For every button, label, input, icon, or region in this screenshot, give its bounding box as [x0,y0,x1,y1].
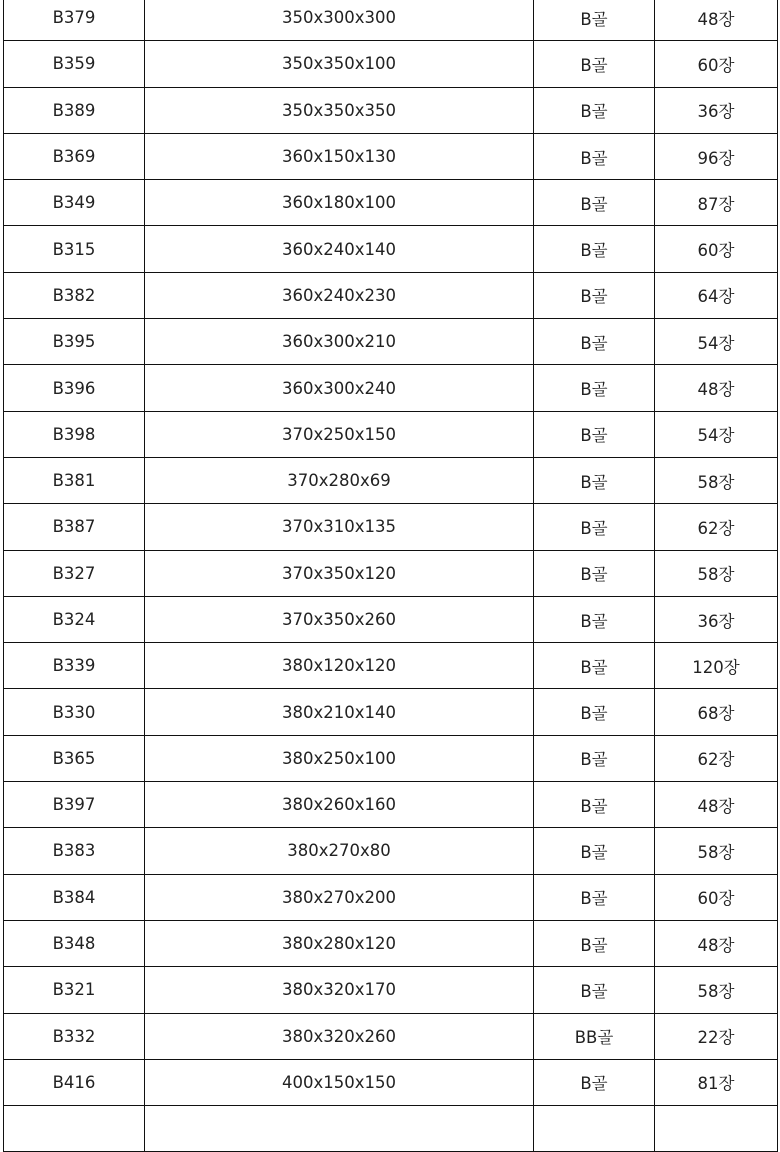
box-dimensions-cell: 380x320x260 [145,1013,534,1059]
box-dimensions-cell: 360x240x140 [145,226,534,272]
flute-type-cell: B골 [534,411,655,457]
product-code-cell: B396 [4,365,145,411]
table-row [4,504,778,550]
product-code-cell: B321 [4,967,145,1013]
product-code-cell: B382 [4,272,145,318]
product-code-cell: B315 [4,226,145,272]
flute-type-cell: B골 [534,365,655,411]
box-dimensions-cell [145,1106,534,1152]
table-row [4,967,778,1013]
flute-type-cell: B골 [534,0,655,41]
box-dimensions-cell: 380x250x100 [145,735,534,781]
product-code-cell: B369 [4,133,145,179]
quantity-cell: 58장 [655,828,778,874]
box-dimensions-cell: 380x270x80 [145,828,534,874]
product-code-cell: B383 [4,828,145,874]
flute-type-cell: B골 [534,967,655,1013]
product-code-cell: B416 [4,1059,145,1105]
product-code-cell: B365 [4,735,145,781]
table-row [4,226,778,272]
table-row [4,782,778,828]
flute-type-cell: B골 [534,272,655,318]
quantity-cell: 81장 [655,1059,778,1105]
flute-type-cell [534,1106,655,1152]
table-row [4,596,778,642]
box-dimensions-cell: 360x150x130 [145,133,534,179]
table-row [4,1059,778,1105]
quantity-cell: 22장 [655,1013,778,1059]
flute-type-cell: B골 [534,735,655,781]
table-row [4,643,778,689]
box-dimensions-cell: 370x350x260 [145,596,534,642]
flute-type-cell: B골 [534,87,655,133]
quantity-cell: 87장 [655,180,778,226]
product-code-cell: B384 [4,874,145,920]
table-row [4,689,778,735]
product-code-cell: B349 [4,180,145,226]
quantity-cell: 60장 [655,226,778,272]
box-dimensions-cell: 360x300x240 [145,365,534,411]
product-code-cell: B330 [4,689,145,735]
product-code-cell: B339 [4,643,145,689]
product-code-cell: B348 [4,920,145,966]
quantity-cell: 58장 [655,457,778,503]
box-spec-table [3,0,778,1152]
box-dimensions-cell: 380x260x160 [145,782,534,828]
flute-type-cell: B골 [534,319,655,365]
quantity-cell: 64장 [655,272,778,318]
product-code-cell: B389 [4,87,145,133]
box-dimensions-cell: 380x270x200 [145,874,534,920]
box-dimensions-cell: 350x300x300 [145,0,534,41]
table-row [4,1013,778,1059]
flute-type-cell: B골 [534,457,655,503]
box-dimensions-cell: 370x350x120 [145,550,534,596]
table-row [4,457,778,503]
product-code-cell: B327 [4,550,145,596]
table-row [4,1106,778,1152]
flute-type-cell: B골 [534,782,655,828]
box-dimensions-cell: 370x310x135 [145,504,534,550]
box-dimensions-cell: 380x210x140 [145,689,534,735]
quantity-cell: 62장 [655,504,778,550]
quantity-cell [655,1106,778,1152]
flute-type-cell: B골 [534,41,655,87]
flute-type-cell: B골 [534,226,655,272]
box-dimensions-cell: 370x250x150 [145,411,534,457]
table-row [4,272,778,318]
flute-type-cell: BB골 [534,1013,655,1059]
table-row [4,87,778,133]
quantity-cell: 60장 [655,874,778,920]
quantity-cell: 120장 [655,643,778,689]
product-code-cell [4,1106,145,1152]
product-code-cell: B387 [4,504,145,550]
quantity-cell: 68장 [655,689,778,735]
product-code-cell: B395 [4,319,145,365]
table-row [4,735,778,781]
box-dimensions-cell: 350x350x350 [145,87,534,133]
table-row [4,411,778,457]
flute-type-cell: B골 [534,596,655,642]
box-dimensions-cell: 360x300x210 [145,319,534,365]
quantity-cell: 62장 [655,735,778,781]
table-row [4,920,778,966]
flute-type-cell: B골 [534,550,655,596]
quantity-cell: 60장 [655,41,778,87]
product-code-cell: B359 [4,41,145,87]
box-dimensions-cell: 360x240x230 [145,272,534,318]
table-row [4,874,778,920]
table-row [4,828,778,874]
box-dimensions-cell: 360x180x100 [145,180,534,226]
quantity-cell: 58장 [655,967,778,1013]
box-dimensions-cell: 380x120x120 [145,643,534,689]
table-row [4,550,778,596]
box-dimensions-cell: 370x280x69 [145,457,534,503]
box-spec-table-body [4,0,778,1152]
quantity-cell: 48장 [655,782,778,828]
box-dimensions-cell: 380x320x170 [145,967,534,1013]
flute-type-cell: B골 [534,643,655,689]
product-code-cell: B381 [4,457,145,503]
quantity-cell: 54장 [655,319,778,365]
quantity-cell: 36장 [655,596,778,642]
table-row [4,365,778,411]
table-row [4,133,778,179]
quantity-cell: 54장 [655,411,778,457]
table-row [4,180,778,226]
product-code-cell: B324 [4,596,145,642]
table-row [4,0,778,41]
box-dimensions-cell: 380x280x120 [145,920,534,966]
flute-type-cell: B골 [534,828,655,874]
flute-type-cell: B골 [534,1059,655,1105]
table-row [4,319,778,365]
quantity-cell: 48장 [655,920,778,966]
flute-type-cell: B골 [534,920,655,966]
product-code-cell: B397 [4,782,145,828]
box-dimensions-cell: 350x350x100 [145,41,534,87]
flute-type-cell: B골 [534,874,655,920]
product-code-cell: B379 [4,0,145,41]
quantity-cell: 48장 [655,0,778,41]
table-row [4,41,778,87]
box-dimensions-cell: 400x150x150 [145,1059,534,1105]
flute-type-cell: B골 [534,133,655,179]
product-code-cell: B398 [4,411,145,457]
flute-type-cell: B골 [534,689,655,735]
flute-type-cell: B골 [534,504,655,550]
flute-type-cell: B골 [534,180,655,226]
quantity-cell: 58장 [655,550,778,596]
quantity-cell: 96장 [655,133,778,179]
quantity-cell: 36장 [655,87,778,133]
product-code-cell: B332 [4,1013,145,1059]
quantity-cell: 48장 [655,365,778,411]
